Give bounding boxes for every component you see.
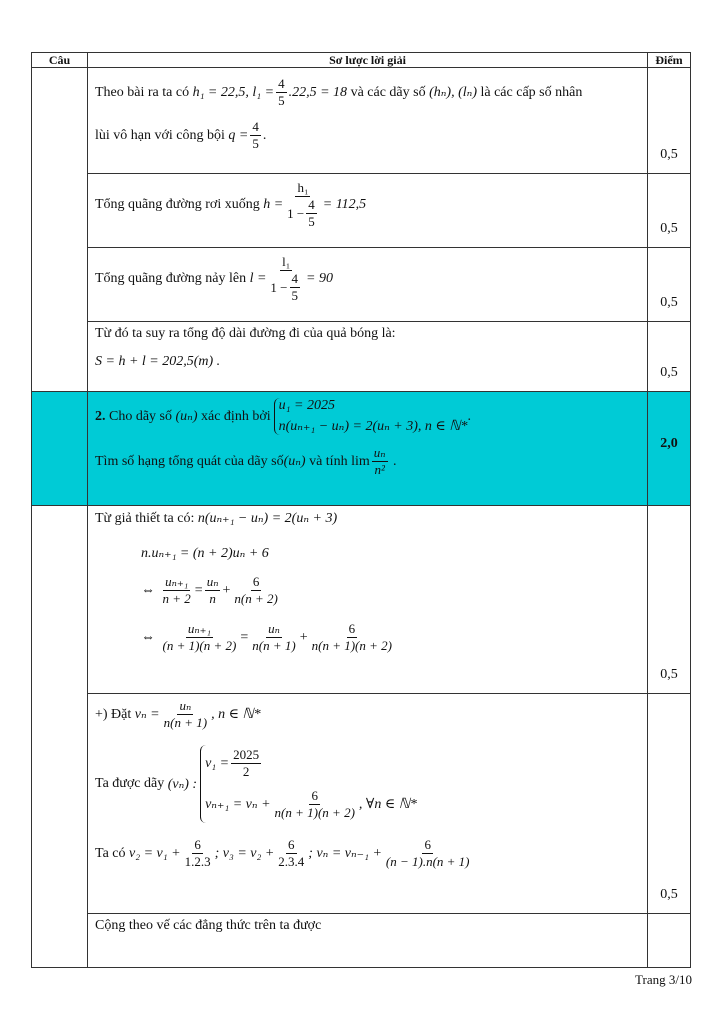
score-cell [648, 914, 691, 968]
fraction: $\frac{\text{uₙ}}{\text{n²}}$ [373, 445, 386, 477]
fraction: $\frac{6}{(n - 1).n(n + 1)}$ [385, 837, 470, 869]
solution-cell [88, 322, 648, 392]
math-expr: ; v₃ = v₂ + [214, 845, 275, 861]
math-expr: n(uₙ₊₁ − uₙ) = 2(uₙ + 3) [197, 511, 338, 526]
row-text: Cộng theo vế các đẳng thức trên ta được [95, 918, 322, 933]
solution-cell [88, 174, 648, 248]
header-solution: Sơ lược lời giải [88, 53, 648, 68]
row-text: là các cấp số nhân [480, 84, 583, 100]
cau-cell [32, 506, 88, 968]
row-text: Từ giả thiết ta có: [95, 510, 195, 526]
table-row [32, 248, 691, 322]
math-expr: = 112,5 [322, 197, 367, 212]
fraction: $\frac{4}{5}$ [278, 76, 285, 108]
system-brace: u₁ = 2025 n(uₙ₊₁ − uₙ) = 2(uₙ + 3), n ∈ ℕ* [274, 398, 468, 435]
score-cell: 2,0 [648, 392, 691, 506]
header-cau: Câu [32, 53, 88, 68]
fraction: $\frac{6}{n(n + 1)(n + 2)}$ [311, 621, 392, 653]
math-expr: , n ∈ ℕ* [211, 707, 261, 722]
question-number: 2. [95, 408, 106, 424]
row-text: Tổng quãng đường nảy lên [95, 271, 247, 286]
math-expr: S = h + l = 202,5(m) . [95, 354, 221, 369]
score-cell: 0,5 [648, 506, 691, 694]
fraction: $\frac{\text{uₙ}}{n(n + 1)}$ [252, 621, 296, 653]
question-row [32, 392, 691, 506]
score-cell: 0,5 [648, 694, 691, 914]
math-expr: (uₙ) [283, 454, 306, 469]
table-row [32, 914, 691, 968]
solution-cell: Theo bài ra ta có h₁ = 22,5, l₁ = $\frac{4}{5}$ .22,5 = 18 và các dãy số (hₙ), (lₙ) là các cấp số nhân lùi vô hạn với công bội q = $\frac{4}{5}$ . [88, 68, 648, 174]
fraction: h₁ 1 − $\frac{4}{5}$ [287, 180, 315, 229]
math-expr: (vₙ) : [167, 776, 198, 792]
fraction: $\frac{\text{uₙ}}{n}$ [206, 574, 219, 606]
cau-cell [32, 68, 88, 392]
math-expr: v₂ = v₁ + [129, 845, 181, 861]
math-expr: = 90 [306, 271, 333, 286]
question-cell: 2. Cho dãy số (uₙ) xác định bởi u₁ = 2025 n(uₙ₊₁ − uₙ) = 2(uₙ + 3), n ∈ ℕ* . Tìm số hạng tổng quát của dãy số (uₙ) và tính lim $\frac{\text{uₙ}}{\text{n²}}$ . [88, 392, 648, 506]
row-text: lùi vô hạn với công bội [95, 127, 225, 143]
row-text: Từ đó ta suy ra tổng độ dài đường đi của quả bóng là: [95, 326, 396, 341]
math-expr: h₁ = 22,5, [192, 84, 249, 100]
score-cell: 0,5 [648, 174, 691, 248]
math-expr: lim [351, 453, 370, 469]
math-expr: (uₙ) [175, 409, 198, 424]
row-text: và tính [309, 453, 348, 469]
score-cell: 0,5 [648, 322, 691, 392]
equivalence-arrow: ⇔ [141, 582, 155, 598]
row-text: Tổng quãng đường rơi xuống [95, 197, 260, 212]
math-expr: l = [249, 271, 267, 286]
fraction: $\frac{4}{5}$ [252, 119, 259, 151]
fraction: l₁ 1 − $\frac{4}{5}$ [270, 254, 299, 303]
row-text: xác định bởi [201, 408, 271, 424]
row-text: +) Đặt [95, 706, 132, 722]
cau-cell [32, 392, 88, 506]
solution-cell [88, 248, 648, 322]
table-row [32, 694, 691, 914]
table-row [32, 174, 691, 248]
header-diem: Điểm [648, 53, 691, 68]
row-text: Theo bài ra ta có [95, 84, 190, 100]
math-expr: (hₙ), (lₙ) [429, 85, 477, 100]
table-row [32, 68, 691, 174]
score-cell: 0,5 [648, 68, 691, 174]
fraction: $\frac{\text{uₙ}}{n(n + 1)}$ [163, 698, 208, 730]
fraction: $\frac{\text{uₙ₊₁}}{n + 2}$ [162, 574, 191, 606]
row-text: Cho dãy số [109, 408, 172, 424]
math-expr: q = [228, 127, 249, 143]
fraction: $\frac{6}{n(n + 2)}$ [234, 574, 278, 606]
header-row [32, 53, 691, 68]
score-cell: 0,5 [648, 248, 691, 322]
page-number: Trang 3/10 [635, 972, 692, 987]
math-expr: h = [263, 197, 284, 212]
table-row [32, 506, 691, 694]
math-expr: n.uₙ₊₁ = (n + 2)uₙ + 6 [141, 546, 269, 561]
row-text: và các dãy số [350, 84, 426, 100]
fraction: $\frac{\text{uₙ₊₁}}{(n + 1)(n + 2)}$ [162, 621, 237, 653]
solution-cell: Từ giả thiết ta có: n(uₙ₊₁ − uₙ) = 2(uₙ + 3) n.uₙ₊₁ = (n + 2)uₙ + 6 ⇔ $\frac{\text{uₙ₊₁}}{n + 2}$ = $\frac{\text{uₙ}}{n}$ + $\frac{6}{n(n + 2)}$ ⇔ $\frac{\text{uₙ₊₁}}{(n + 1)(n + 2)}$ = $\frac{\text{uₙ}}{n(n + 1)}$ + $\frac{6}{n(n + 1)(n + 2)}$ [88, 506, 648, 694]
row-text: Ta có [95, 845, 126, 861]
solution-cell [88, 694, 648, 914]
solution-cell [88, 914, 648, 968]
math-expr: vₙ = [134, 707, 160, 722]
fraction: $\frac{6}{2.3.4}$ [278, 837, 305, 869]
table-row [32, 322, 691, 392]
row-text: Tìm số hạng tổng quát của dãy số [95, 453, 284, 469]
math-expr: l₁ = [252, 84, 275, 100]
system-brace: v₁ = $\frac{2025}{2}$ vₙ₊₁ = vₙ + $\frac{6}{n(n + 1)(n + 2)}$ , ∀n ∈ ℕ* [200, 745, 417, 823]
solution-table [31, 52, 691, 968]
fraction: $\frac{6}{1.2.3}$ [184, 837, 211, 869]
math-expr: .22,5 = 18 [288, 84, 348, 100]
equivalence-arrow: ⇔ [141, 629, 155, 645]
row-text: Ta được dãy [95, 776, 165, 791]
math-expr: ; vₙ = vₙ₋₁ + [308, 846, 382, 861]
